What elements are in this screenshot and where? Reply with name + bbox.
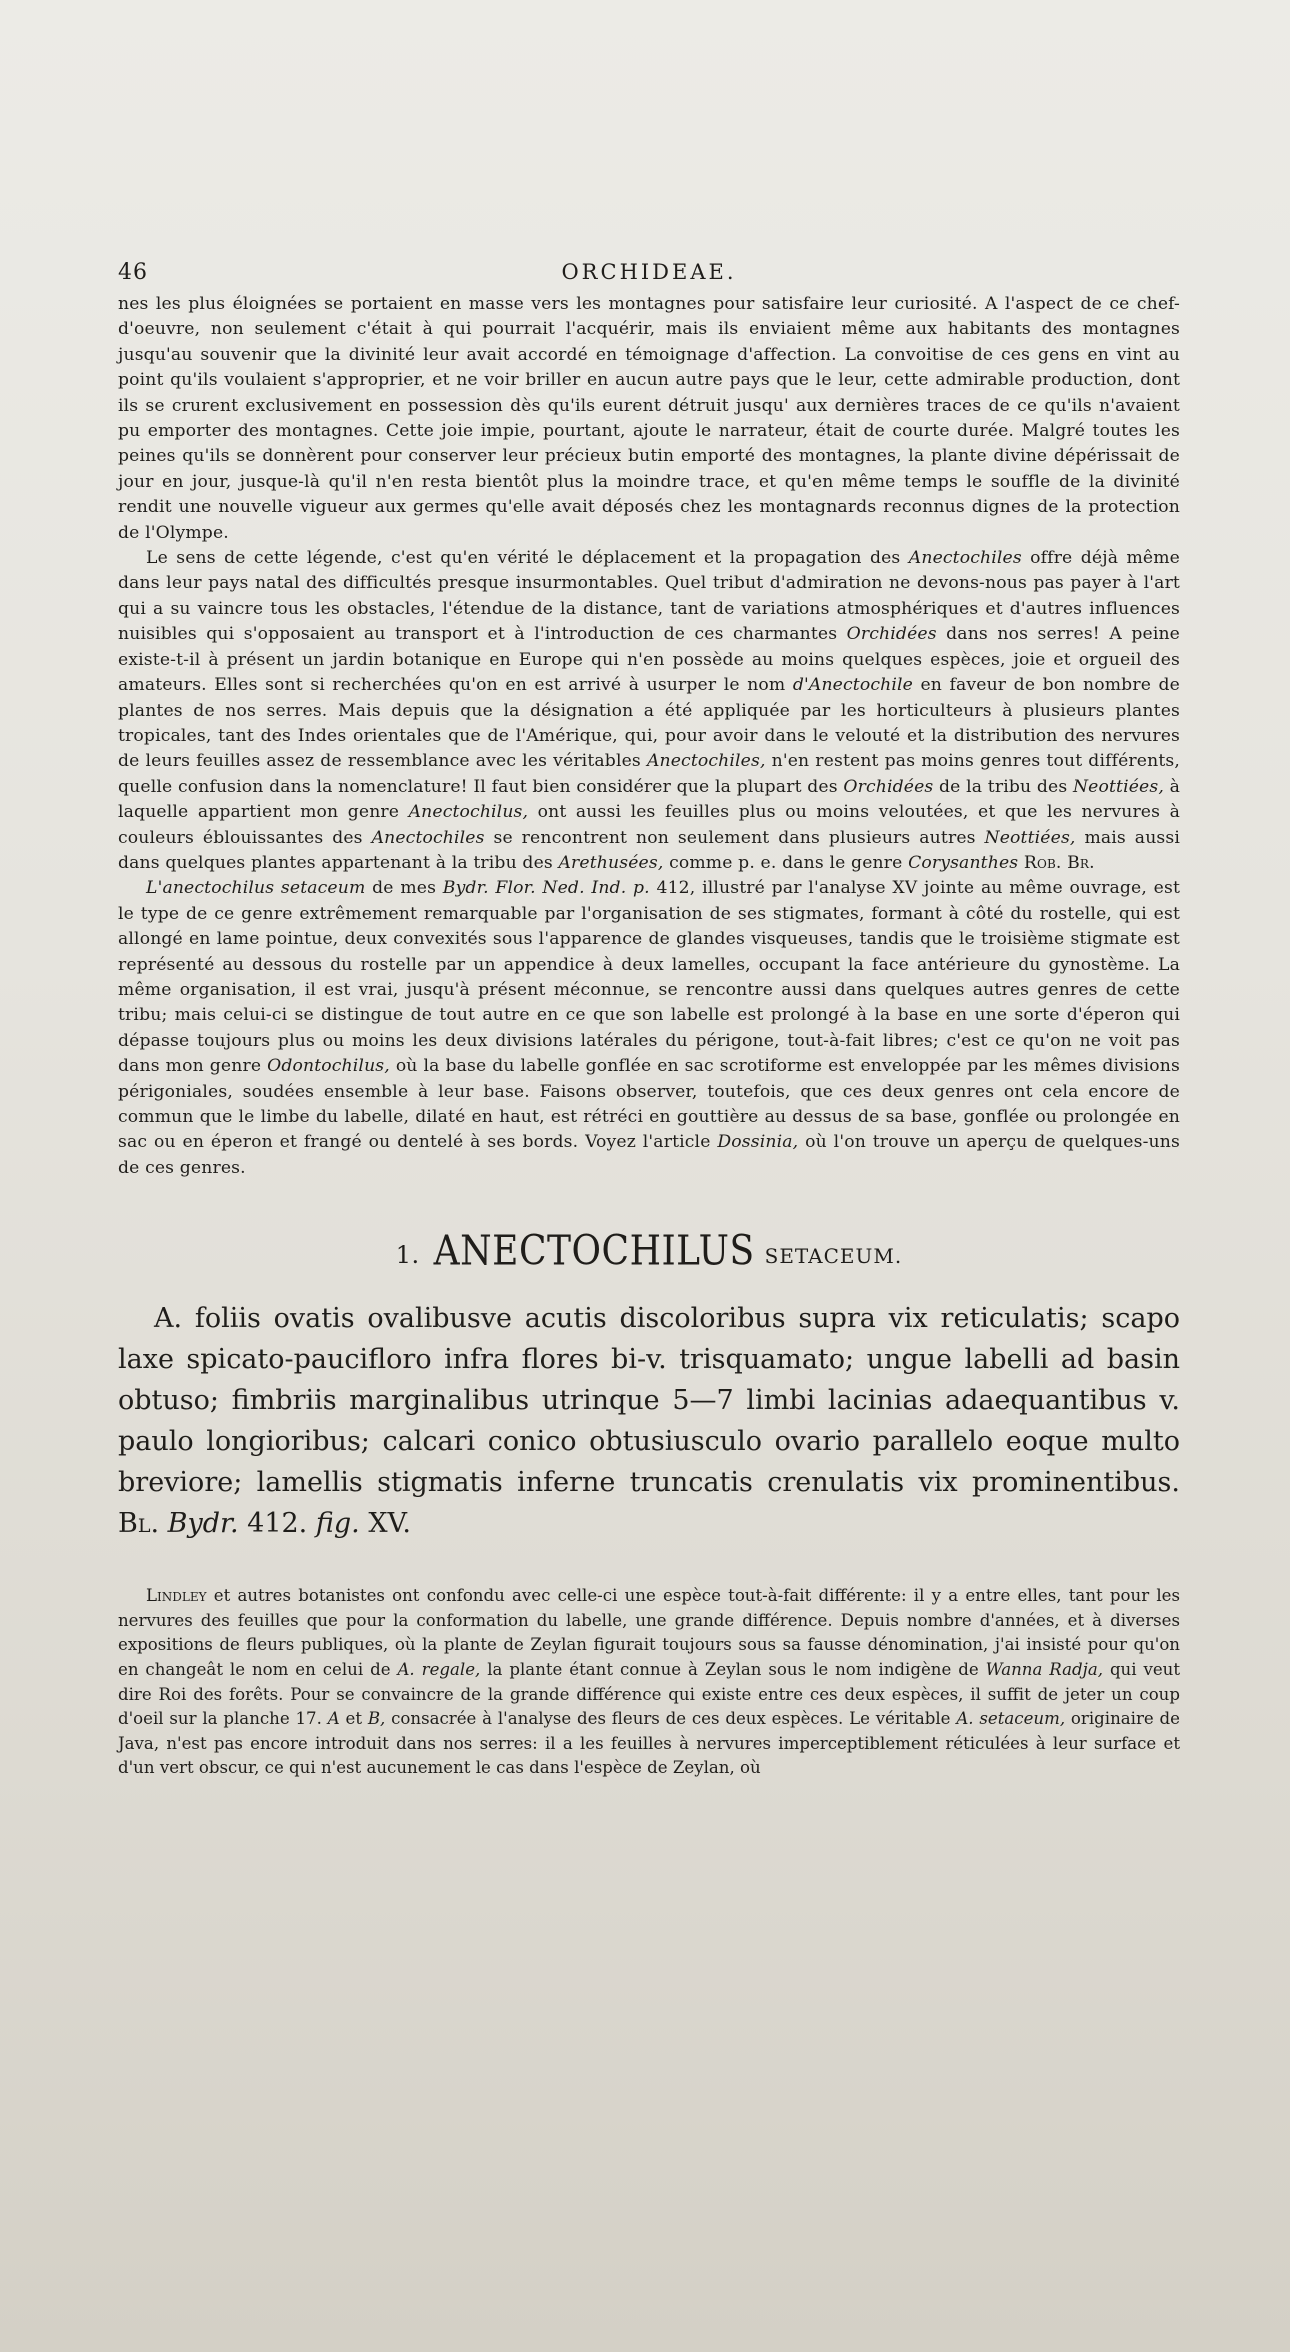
- species-heading: [118, 1228, 1180, 1276]
- species-epithet: SETACEUM.: [764, 1244, 903, 1269]
- running-title: ORCHIDEAE.: [561, 260, 737, 284]
- paragraph-legend-end: nes les plus éloignées se portaient en masse vers les montagnes pour satisfaire leur curiosité. A l'aspect de ce chef-d'oeuvre, non seulement c'était à qui pourrait l'acquérir, mais ils enviaient même aux habitants des montagnes jusqu'au souvenir que la divinité leur avait accordé en témoignage d'affection. La convoitise de ces gens en vint au point qu'ils voulaient s'approprier, et ne voir briller en aucun autre pays que le leur, cette admirable production, dont ils se crurent exclusivement en possession dès qu'ils eurent détruit jusqu' aux dernières traces de ce qu'ils n'avaient pu emporter des montagnes. Cette joie impie, pourtant, ajoute le narrateur, était de courte durée. Malgré toutes les peines qu'ils se donnèrent pour conserver leur précieux butin emporté des montagnes, la plante divine dépérissait de jour en jour, jusque-là qu'il n'en resta bientôt plus la moindre trace, et qu'en même temps le souffle de la divinité rendit une nouvelle vigueur aux germes qu'elle avait déposés chez les montagnards reconnus dignes de la protection de l'Olympe.: [118, 294, 1180, 543]
- paragraph-legend-meaning: Le sens de cette légende, c'est qu'en vérité le déplacement et la propagation des Anectochiles offre déjà même dans leur pays natal des difficultés presque insurmontables. Quel tribut d'admiration ne devons-nous pas payer à l'art qui a su vaincre tous les obstacles, l'étendue de la distance, tant de variations atmosphériques et d'autres influences nuisibles qui s'opposaient au transport et à l'introduction de ces charmantes Orchidées dans nos serres! A peine existe-t-il à présent un jardin botanique en Europe qui n'en possède au moins quelques espèces, joie et orgueil des amateurs. Elles sont si recherchées qu'on en est arrivé à usurper le nom d'Anectochile en faveur de bon nombre de plantes de nos serres. Mais depuis que la désignation a été appliquée par les horticulteurs à plusieurs plantes tropicales, tant des Indes orientales que de l'Amérique, qui, pour avoir dans le velouté et la distribution des nervures de leurs feuilles assez de ressemblance avec les véritables Anectochiles, n'en restent pas moins genres tout différents, quelle confusion dans la nomenclature! Il faut bien considérer que la plupart des Orchidées de la tribu des Neottiées, à laquelle appartient mon genre Anectochilus, ont aussi les feuilles plus ou moins veloutées, et que les nervures à couleurs éblouissantes des Anectochiles se rencontrent non seulement dans plusieurs autres Neottiées, mais aussi dans quelques plantes appartenant à la tribu des Arethusées, comme p. e. dans le genre Corysanthes Rob. Br.: [118, 548, 1181, 873]
- commentary-paragraph: Lindley et autres botanistes ont confondu avec celle-ci une espèce tout-à-fait différente: il y a entre elles, tant pour les nervures des feuilles que pour la conformation du labelle, une grande différence. Depuis nombre d'années, et à diverses expositions de fleurs publiques, où la plante de Zeylan figurait toujours sous sa fausse dénomination, j'ai insisté pour qu'on en changeât le nom en celui de A. regale, la plante étant connue à Zeylan sous le nom indigène de Wanna Radja, qui veut dire Roi des forêts. Pour se convaincre de la grande différence qui existe entre ces deux espèces, il suffit de jeter un coup d'oeil sur la planche 17. A et B, consacrée à l'analyse des fleurs de ces deux espèces. Le véritable A. setaceum, originaire de Java, n'est pas encore introduit dans nos serres: il a les feuilles à nervures imperceptiblement réticulées à leur surface et d'un vert obscur, ce qui n'est aucunement le cas dans l'espèce de Zeylan, où: [118, 1586, 1181, 1778]
- page-number: 46: [118, 260, 148, 285]
- species-number: 1.: [395, 1241, 420, 1270]
- latin-diagnosis: A. foliis ovatis ovalibusve acutis discoloribus supra vix reticulatis; scapo laxe spicato-paucifloro infra flores bi-v. trisquamato; ungue labelli ad basin obtuso; fimbriis marginalibus utrinque 5—7 limbi lacinias adaequantibus v. paulo longioribus; calcari conico obtusiusculo ovario parallelo eoque multo breviore; lamellis stigmatis inferne truncatis crenulatis vix prominentibus. Bl. Bydr. 412. fig. XV.: [118, 1303, 1180, 1540]
- genus-name: ANECTOCHILUS: [433, 1228, 755, 1276]
- running-head: [118, 252, 1180, 292]
- paragraph-setaceum-type: L'anectochilus setaceum de mes Bydr. Flor. Ned. Ind. p. 412, illustré par l'analyse XV jointe au même ouvrage, est le type de ce genre extrêmement remarquable par l'organisation de ses stigmates, formant à côté du rostelle, qui est allongé en lame pointue, deux convexités sous l'apparence de glandes visqueuses, tandis que le troisième stigmate est représenté au dessous du rostelle par un appendice à deux lamelles, occupant la face antérieure du gynostème. La même organisation, il est vrai, jusqu'à présent méconnue, se rencontre aussi dans quelques autres genres de cette tribu; mais celui-ci se distingue de tout autre en ce que son labelle est prolongé à la base en une sorte d'éperon qui dépasse toujours plus ou moins les deux divisions latérales du périgone, tout-à-fait libres; c'est ce qu'on ne voit pas dans mon genre Odontochilus, où la base du labelle gonflée en sac scrotiforme est enveloppée par les mêmes divisions périgoniales, soudées ensemble à leur base. Faisons observer, toutefois, que ces deux genres ont cela encore de commun que le limbe du labelle, dilaté en haut, est rétréci en gouttière au dessus de sa base, gonflée ou prolongée en sac ou en éperon et frangé ou dentelé à ses bords. Voyez l'article Dossinia, où l'on trouve un aperçu de quelques-uns de ces genres.: [118, 878, 1180, 1178]
- document-page: [118, 252, 1180, 1781]
- body-text: [118, 292, 1180, 1181]
